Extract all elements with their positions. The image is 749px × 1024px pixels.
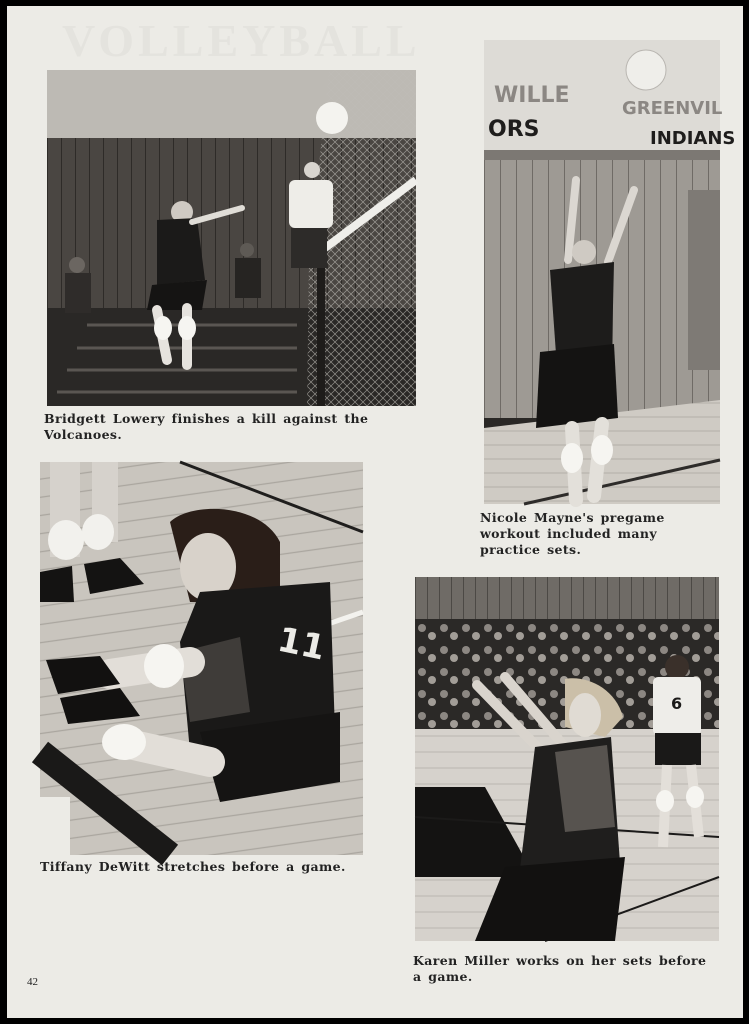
photo-nicole-mayne-workout [484,40,736,504]
caption-nicole-mayne: Nicole Mayne's pregame workout included many practice sets. [480,510,665,557]
jersey-number: 11 [274,619,329,669]
faint-show-through-text: VOLLEYBALL [62,15,421,66]
sign-left-top: WILLE [494,83,570,108]
sign-left-bottom: ORS [488,117,540,142]
photo-bridgett-lowery-kill [47,70,416,406]
photo-tiffany-dewitt-stretch [40,462,363,855]
photo-karen-miller-sets [415,577,719,941]
sign-right-bottom: INDIANS [650,128,736,149]
caption-bridgett-lowery: Bridgett Lowery finishes a kill against the Volcanoes. [44,411,369,442]
sign-right-top: GREENVIL [622,98,723,119]
caption-tiffany-dewitt: Tiffany DeWitt stretches before a game. [40,859,346,874]
page-number: 42 [27,976,38,988]
jersey-number-background: 6 [671,694,683,713]
caption-karen-miller: Karen Miller works on her sets before a game. [413,953,707,984]
yearbook-page [7,6,743,1018]
